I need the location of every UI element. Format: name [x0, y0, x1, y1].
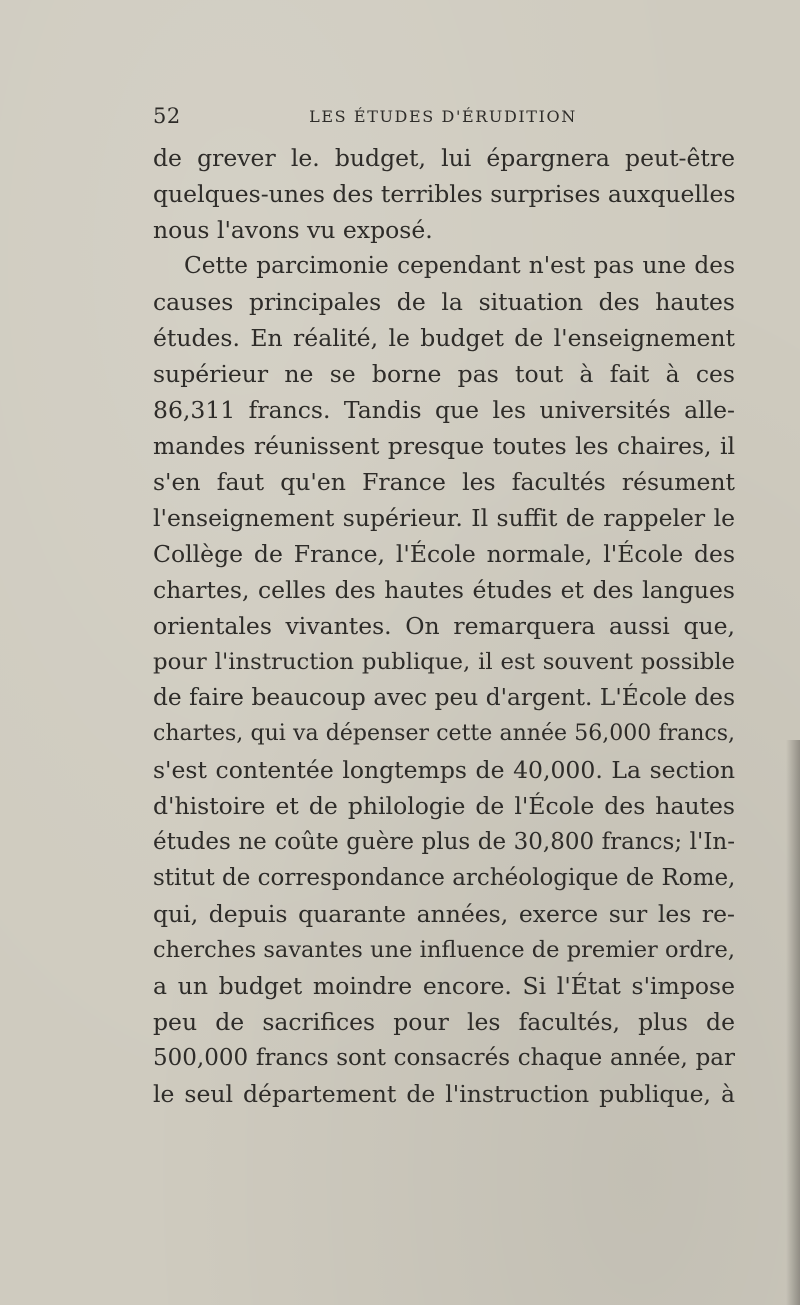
text-line: études ne coûte guère plus de 30,800 francs; l'In-	[153, 829, 735, 855]
text-line: l'enseignement supérieur. Il suffit de rappeler le	[153, 504, 735, 532]
text-line: 500,000 francs sont consacrés chaque année, par	[153, 1045, 735, 1071]
text-line: chartes, qui va dépenser cette année 56,000 francs,	[153, 721, 735, 746]
text-line: stitut de correspondance archéologique de Rome,	[153, 865, 736, 891]
text-line: de grever le. budget, lui épargnera peut-être	[153, 144, 735, 172]
text-line: orientales vivantes. On remarquera aussi que,	[153, 612, 735, 640]
body-text	[153, 140, 735, 1112]
text-line: pour l'instruction publique, il est souvent possible	[153, 649, 735, 675]
text-line: s'en faut qu'en France les facultés résument	[153, 468, 735, 496]
text-line: Cette parcimonie cependant n'est pas une des	[184, 252, 735, 279]
text-line: peu de sacrifices pour les facultés, plus de	[153, 1008, 735, 1036]
text-line: de faire beaucoup avec peu d'argent. L'École des	[153, 684, 735, 711]
text-line: d'histoire et de philologie de l'École des hautes	[153, 792, 735, 820]
text-line: s'est contentée longtemps de 40,000. La section	[153, 756, 735, 784]
text-line: supérieur ne se borne pas tout à fait à ces	[153, 360, 735, 388]
text-line: a un budget moindre encore. Si l'État s'impose	[153, 972, 735, 1000]
text-line: Collège de France, l'École normale, l'École des	[153, 540, 735, 568]
page-edge-shadow	[786, 740, 800, 1305]
text-line: chartes, celles des hautes études et des langues	[153, 576, 735, 604]
text-line: nous l'avons vu exposé.	[153, 216, 433, 244]
text-line: quelques-unes des terribles surprises auxquelles	[153, 180, 736, 208]
text-line: le seul département de l'instruction publique, à	[153, 1080, 735, 1108]
running-head	[153, 104, 733, 132]
running-title: LES ÉTUDES D'ÉRUDITION	[309, 107, 577, 126]
text-line: études. En réalité, le budget de l'enseignement	[153, 324, 735, 352]
text-line: qui, depuis quarante années, exerce sur les re-	[153, 900, 735, 928]
text-line: 86,311 francs. Tandis que les universités alle-	[153, 396, 735, 424]
text-line: causes principales de la situation des hautes	[153, 288, 735, 316]
page-number: 52	[153, 104, 181, 128]
text-line: cherches savantes une influence de premier ordre,	[153, 937, 735, 963]
text-line: mandes réunissent presque toutes les chaires, il	[153, 432, 735, 460]
